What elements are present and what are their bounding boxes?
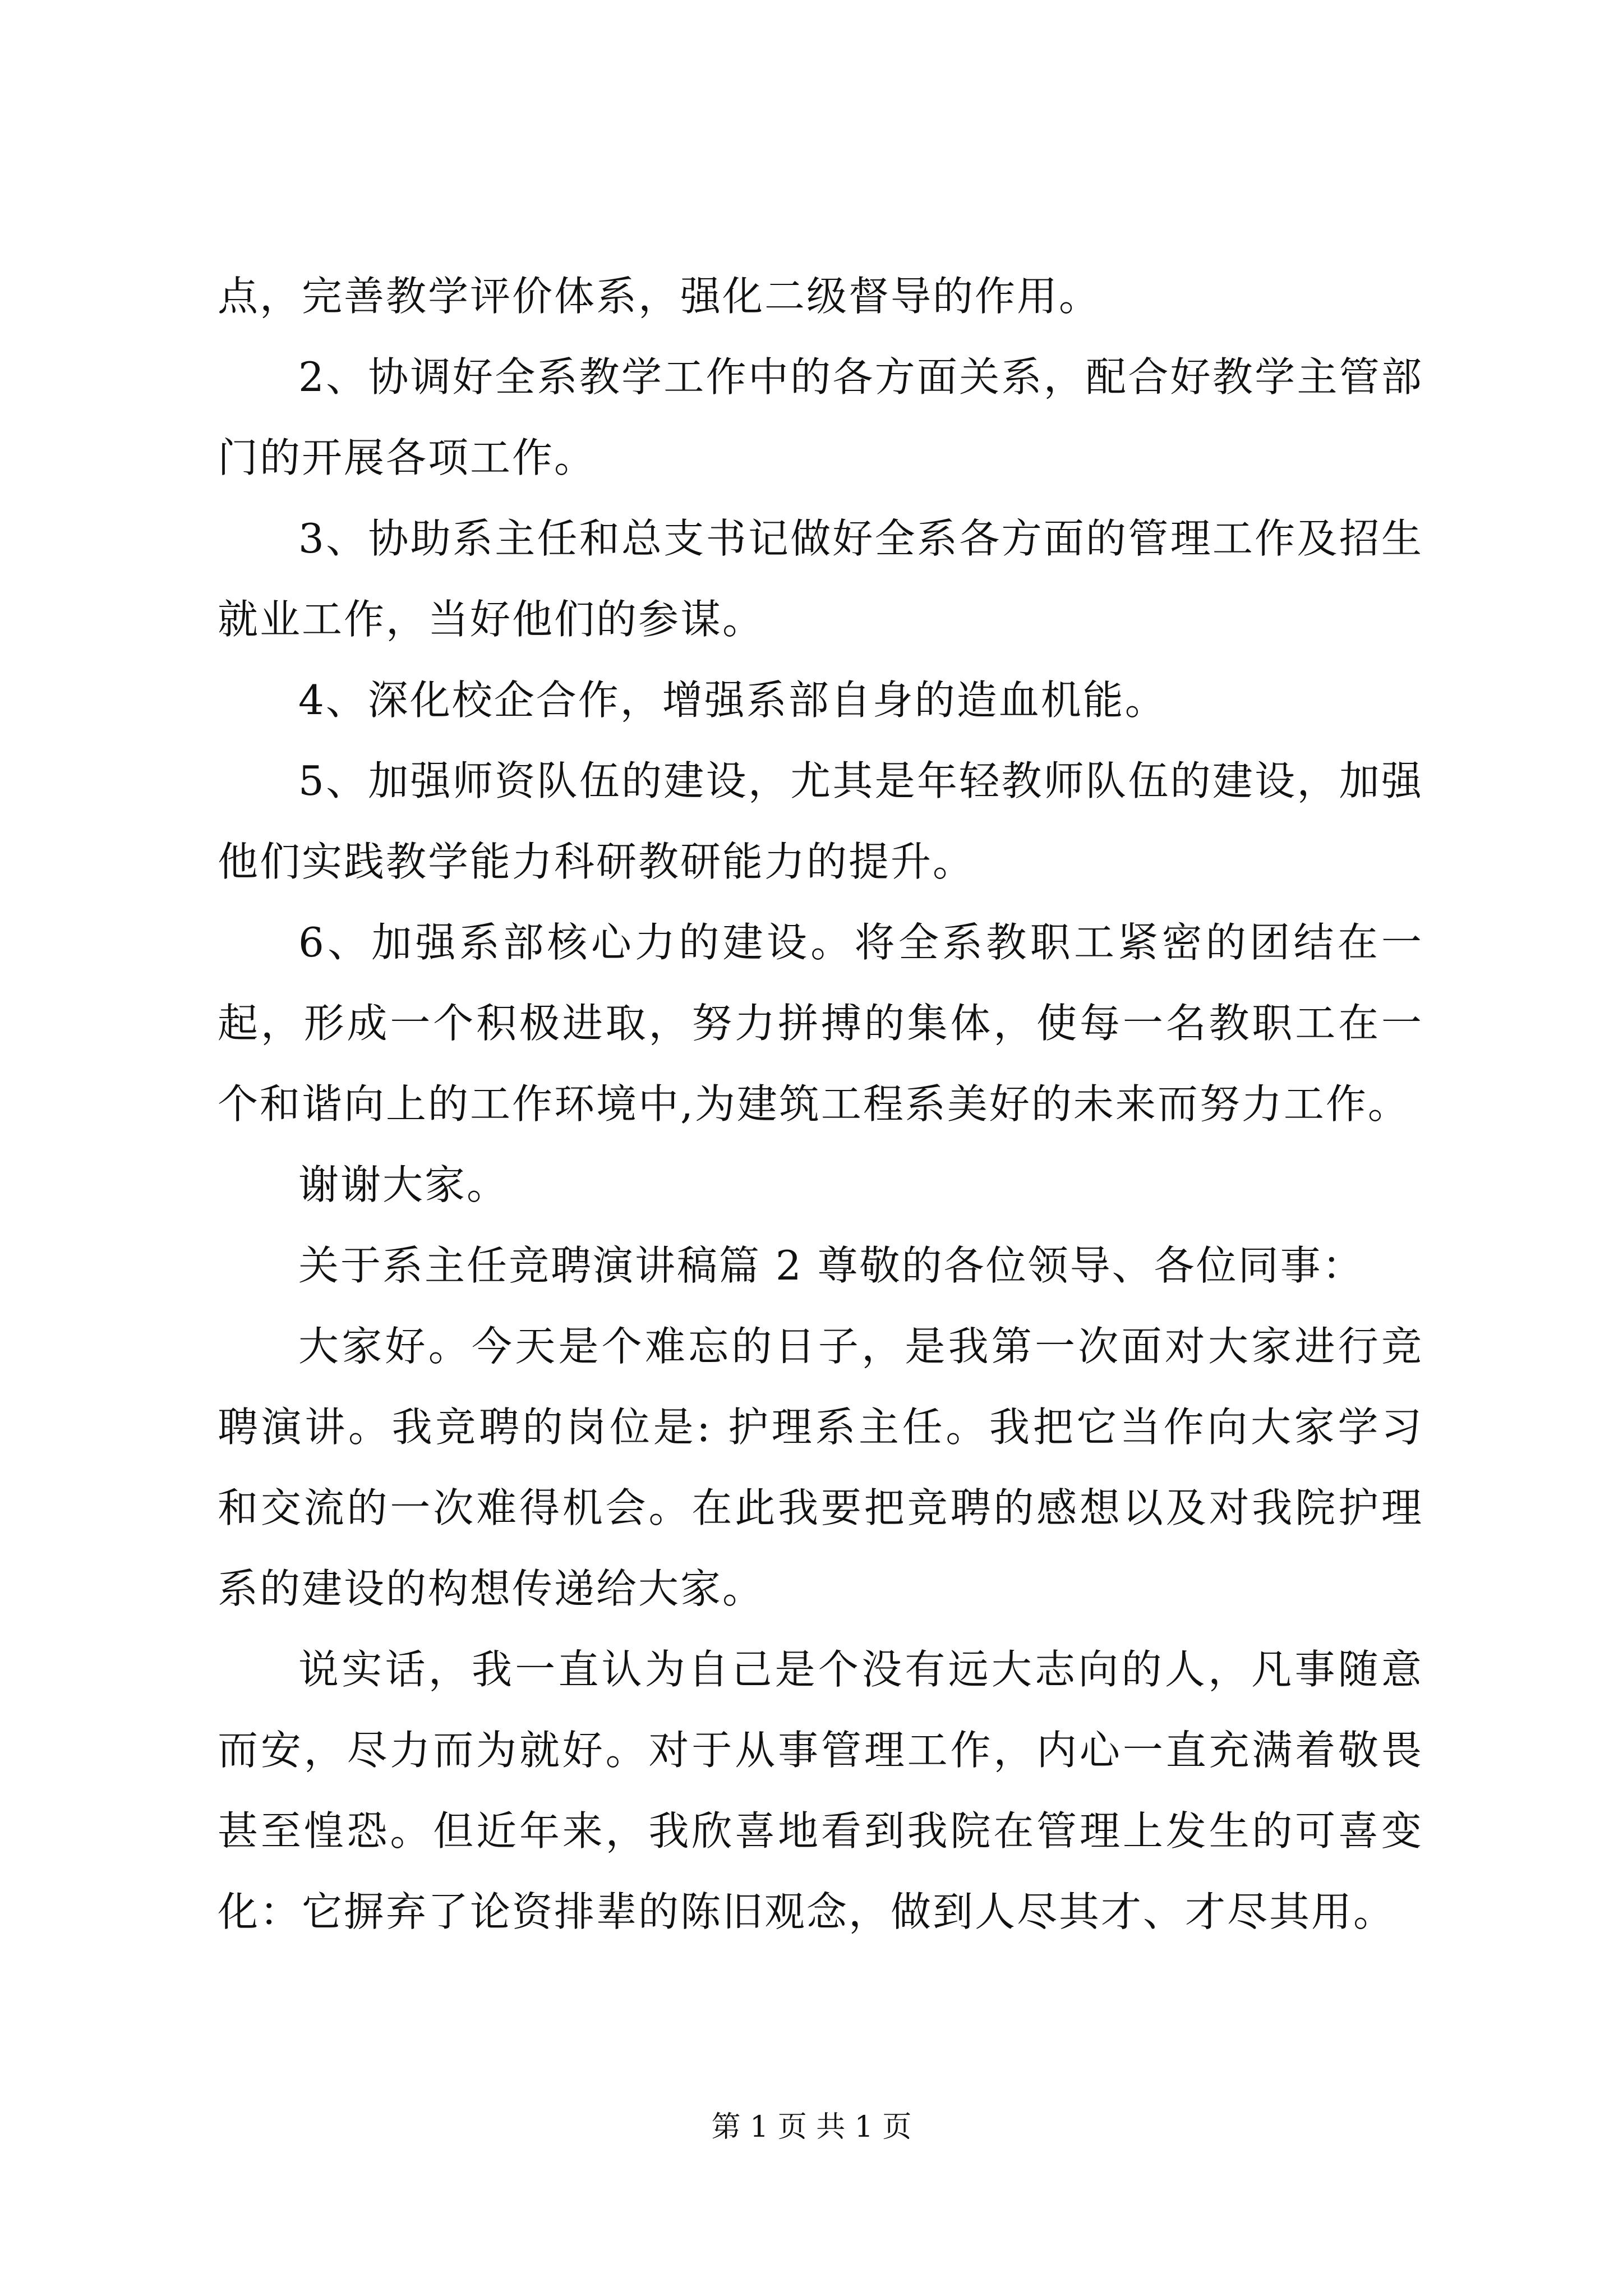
paragraph-6: 6、加强系部核心力的建设。将全系教职工紧密的团结在一起，形成一个积极进取，努力拼搏的集体，使每一名教职工在一个和谐向上的工作环境中,为建筑工程系美好的未来而努力工作。 [218, 919, 1423, 1128]
paragraph-9: 大家好。今天是个难忘的日子，是我第一次面对大家进行竞聘演讲。我竞聘的岗位是: 护理系主任。我把它当作向大家学习和交流的一次难得机会。在此我要把竞聘的感想以及对我院护理系的建设的构想传递给大家。 [218, 1323, 1423, 1612]
paragraph-2: 2、协调好全系教学工作中的各方面关系，配合好教学主管部门的开展各项工作。 [218, 353, 1423, 481]
page-footer: 第 1 页 共 1 页 [711, 2110, 912, 2144]
paragraph-8: 关于系主任竞聘演讲稿篇 2 尊敬的各位领导、各位同事： [298, 1242, 1364, 1289]
paragraph-4: 4、深化校企合作，增强系部自身的造血机能。 [298, 677, 1167, 724]
paragraph-5: 5、加强师资队伍的建设，尤其是年轻教师队伍的建设，加强他们实践教学能力科研教研能力的提升。 [218, 757, 1423, 885]
paragraph-7: 谢谢大家。 [298, 1161, 509, 1208]
paragraph-3: 3、协助系主任和总支书记做好全系各方面的管理工作及招生就业工作，当好他们的参谋。 [218, 515, 1423, 643]
paragraph-1: 点，完善教学评价体系，强化二级督导的作用。 [218, 273, 1101, 320]
paragraph-10: 说实话，我一直认为自己是个没有远大志向的人，凡事随意而安，尽力而为就好。对于从事管理工作，内心一直充满着敬畏甚至惶恐。但近年来，我欣喜地看到我院在管理上发生的可喜变化：它摒弃了论资排辈的陈旧观念，做到人尽其才、才尽其用。 [218, 1646, 1423, 1935]
document-body [218, 256, 1423, 1952]
